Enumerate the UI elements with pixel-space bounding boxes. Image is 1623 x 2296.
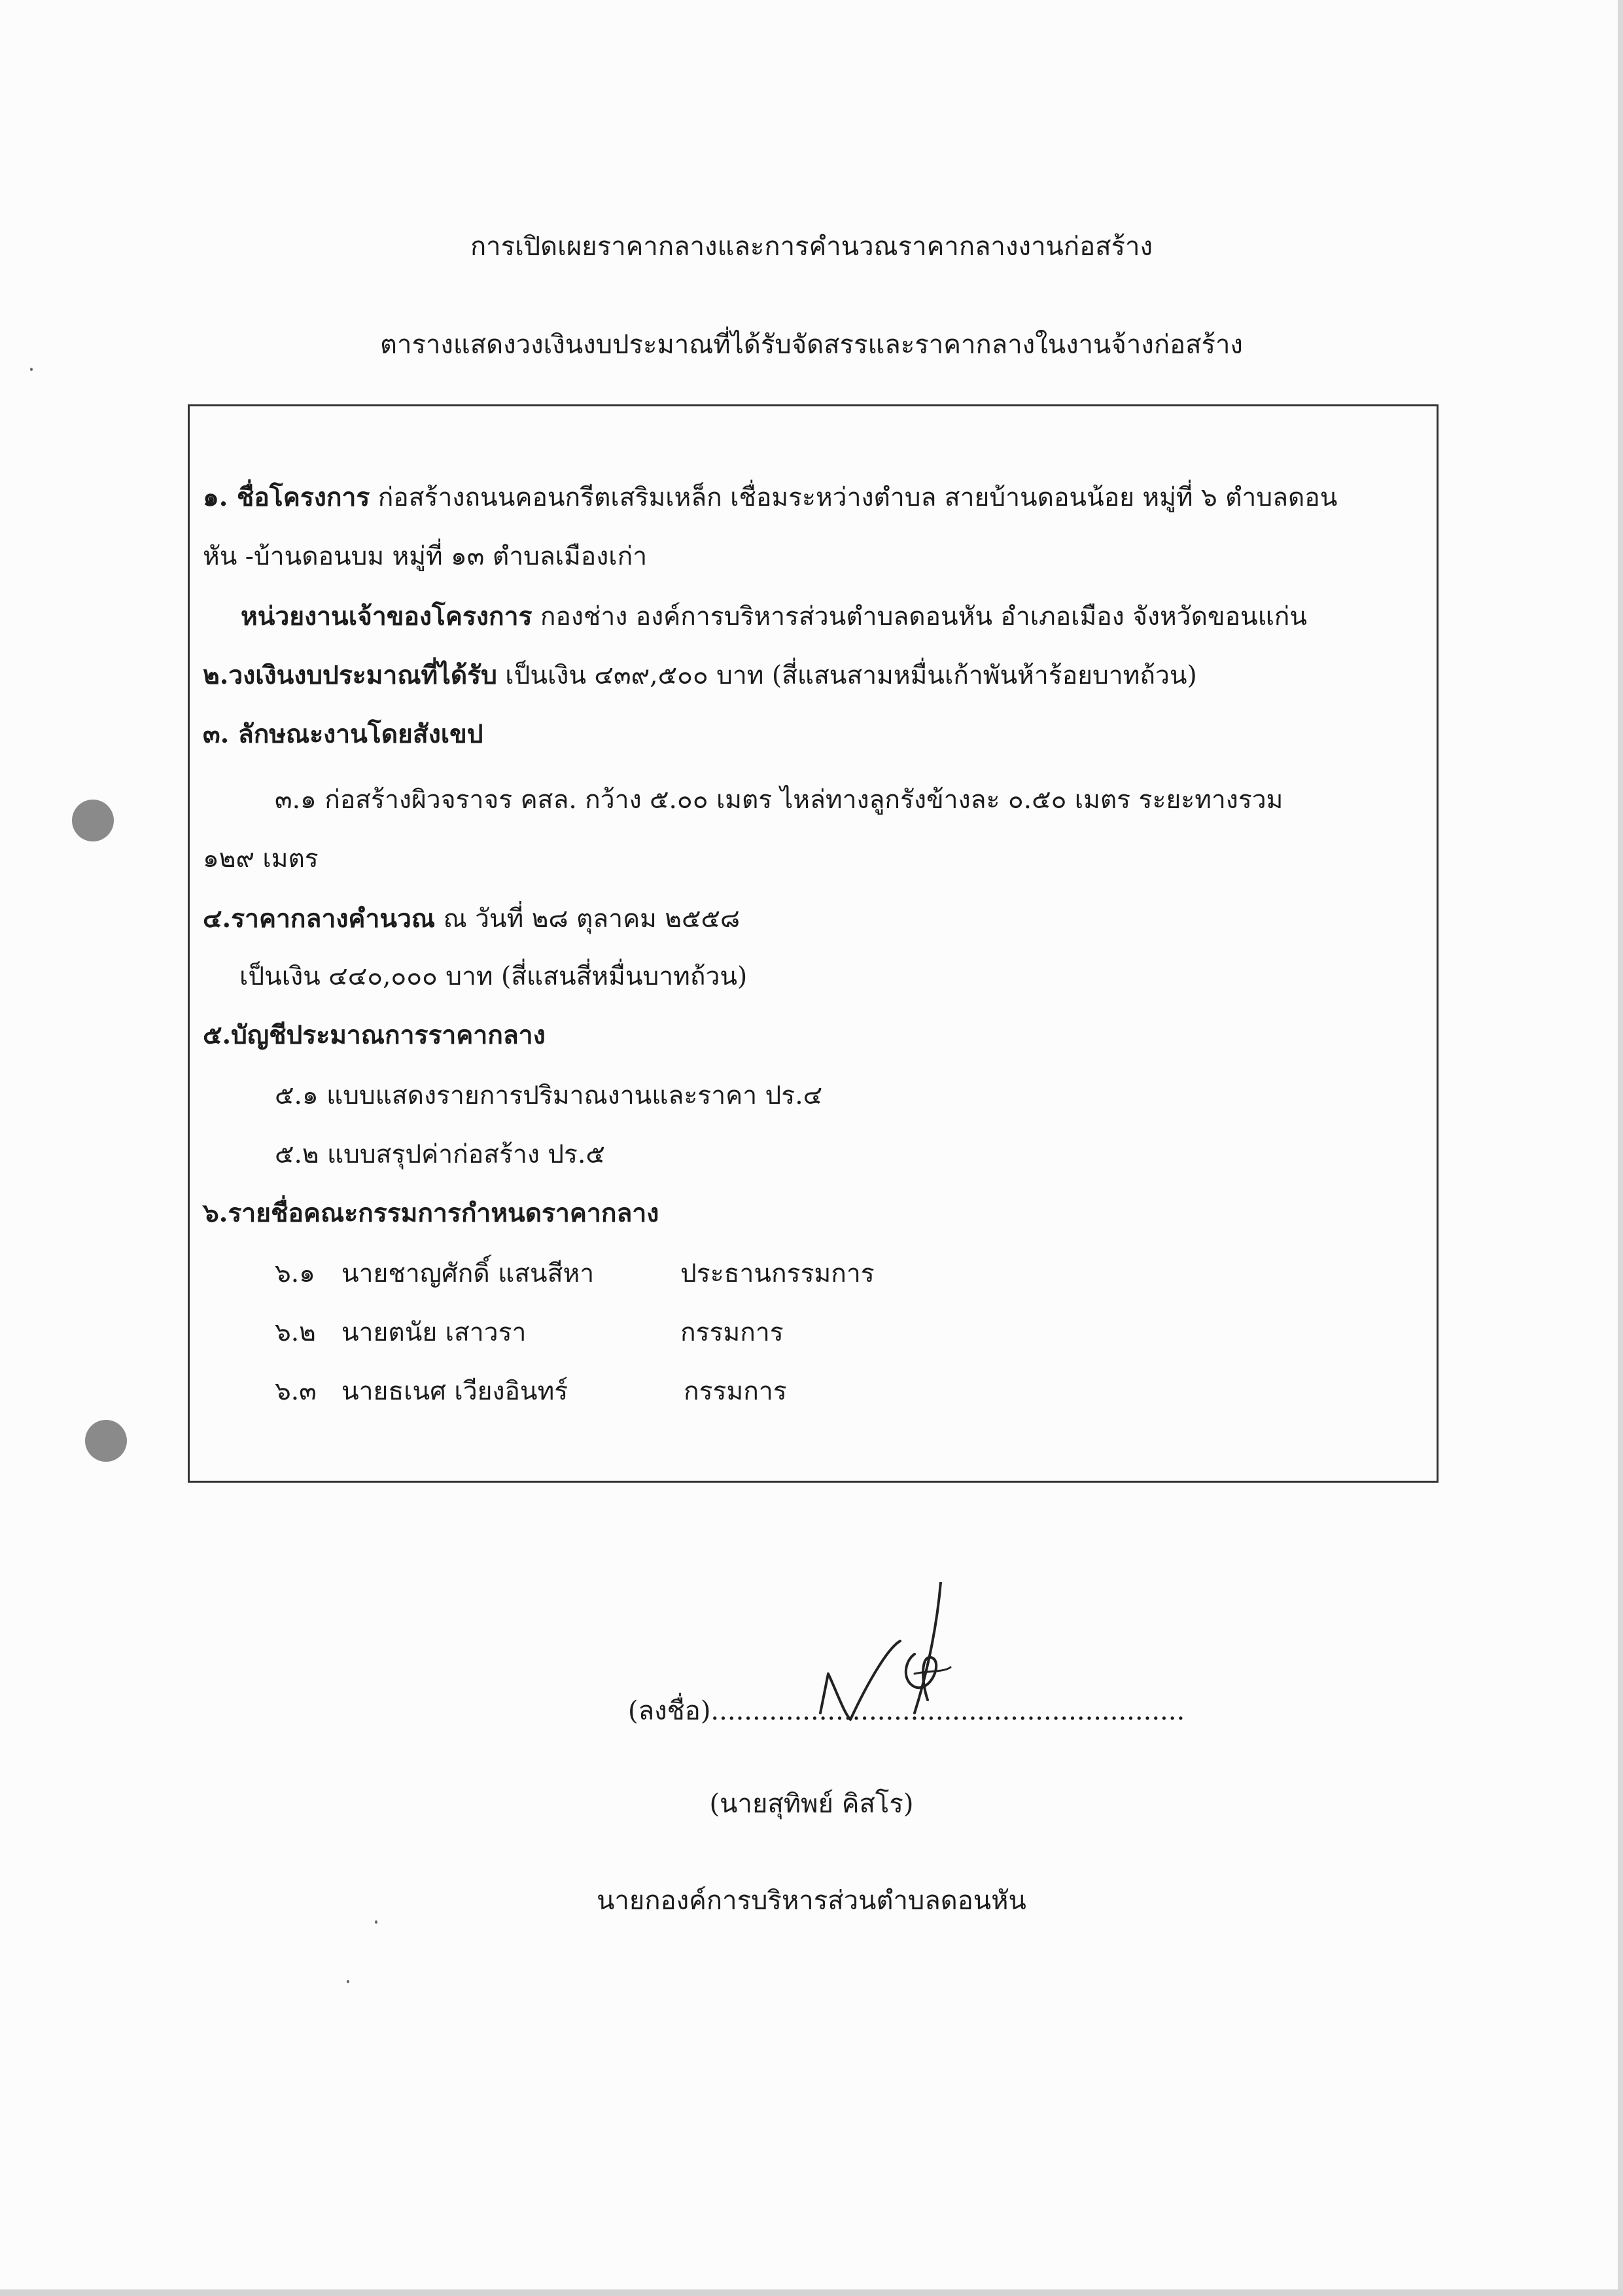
section-2-text: เป็นเงิน ๔๓๙,๕๐๐ บาท (สี่แสนสามหมื่นเก้าพันห้าร้อยบาทถ้วน): [497, 661, 1197, 690]
scan-speck: [347, 1980, 349, 1983]
agency-label: หน่วยงานเจ้าของโครงการ: [241, 601, 532, 631]
section-3-1: ๓.๑ ก่อสร้างผิวจราจร คสล. กว้าง ๕.๐๐ เมตร ไหล่ทางลูกรังข้างละ ๐.๕๐ เมตร ระยะทางรวม: [275, 785, 1283, 815]
committee-role: กรรมการ: [680, 1318, 784, 1347]
section-6-label: ๖.รายชื่อคณะกรรมการกำหนดราคากลาง: [203, 1198, 659, 1228]
committee-row: [275, 1320, 316, 1345]
section-1-line: [203, 482, 1338, 512]
committee-number: ๖.๒: [275, 1318, 316, 1347]
signer-name: (นายสุทิพย์ คิสโร): [709, 1789, 914, 1819]
committee-row: [275, 1379, 317, 1404]
section-2-label: ๒.วงเงินงบประมาณที่ได้รับ: [203, 660, 497, 690]
signature-line: (ลงชื่อ).........................................................: [628, 1696, 1185, 1726]
punch-hole-top: [72, 800, 114, 841]
section-5-1: ๕.๑ แบบแสดงรายการปริมาณงานและราคา ปร.๔: [275, 1081, 823, 1110]
committee-role: กรรมการ: [684, 1377, 787, 1406]
committee-name: นายธเนศ เวียงอินทร์: [341, 1377, 568, 1406]
committee-row: [275, 1261, 315, 1286]
signer-position: นายกองค์การบริหารส่วนตำบลดอนหัน: [597, 1886, 1026, 1916]
agency-line: [241, 601, 1308, 631]
section-1-label: ๑. ชื่อโครงการ: [203, 482, 370, 512]
handwritten-signature: [816, 1582, 973, 1726]
scan-speck: [30, 368, 33, 371]
committee-name: นายชาญศักดิ์ แสนสีหา: [341, 1259, 595, 1288]
section-2-line: [203, 660, 1197, 690]
section-4-amount: เป็นเงิน ๔๔๐,๐๐๐ บาท (สี่แสนสี่หมื่นบาทถ้วน): [239, 962, 748, 991]
section-4-label: ๔.ราคากลางคำนวณ: [203, 904, 436, 934]
scan-edge-bottom: [0, 2289, 1623, 2296]
agency-text: กองช่าง องค์การบริหารส่วนตำบลดอนหัน อำเภอเมือง จังหวัดขอนแก่น: [532, 602, 1308, 631]
committee-number: ๖.๓: [275, 1377, 317, 1406]
section-3-label: ๓. ลักษณะงานโดยสังเขป: [203, 719, 483, 749]
document-subtitle: ตารางแสดงวงเงินงบประมาณที่ได้รับจัดสรรและราคากลางในงานจ้างก่อสร้าง: [380, 330, 1243, 360]
section-4-line: [203, 906, 740, 932]
committee-number: ๖.๑: [275, 1259, 315, 1288]
document-title: การเปิดเผยราคากลางและการคำนวณราคากลางงานก่อสร้าง: [470, 232, 1153, 262]
committee-role: ประธานกรรมการ: [680, 1259, 875, 1288]
section-4-date: ณ วันที่ ๒๘ ตุลาคม ๒๕๕๘: [435, 904, 741, 934]
section-5-label: ๕.บัญชีประมาณการราคากลาง: [203, 1020, 546, 1050]
punch-hole-bottom: [85, 1420, 127, 1462]
project-info-box: [188, 404, 1439, 1483]
section-5-2: ๕.๒ แบบสรุปค่าก่อสร้าง ปร.๕: [275, 1140, 605, 1169]
committee-name: นายตนัย เสาวรา: [341, 1318, 527, 1347]
section-1-text-cont: หัน -บ้านดอนบม หมู่ที่ ๑๓ ตำบลเมืองเก่า: [203, 542, 648, 571]
section-3-1-cont: ๑๒๙ เมตร: [203, 844, 319, 874]
section-1-text: ก่อสร้างถนนคอนกรีตเสริมเหล็ก เชื่อมระหว่างตำบล สายบ้านดอนน้อย หมู่ที่ ๖ ตำบลดอน: [370, 483, 1338, 512]
